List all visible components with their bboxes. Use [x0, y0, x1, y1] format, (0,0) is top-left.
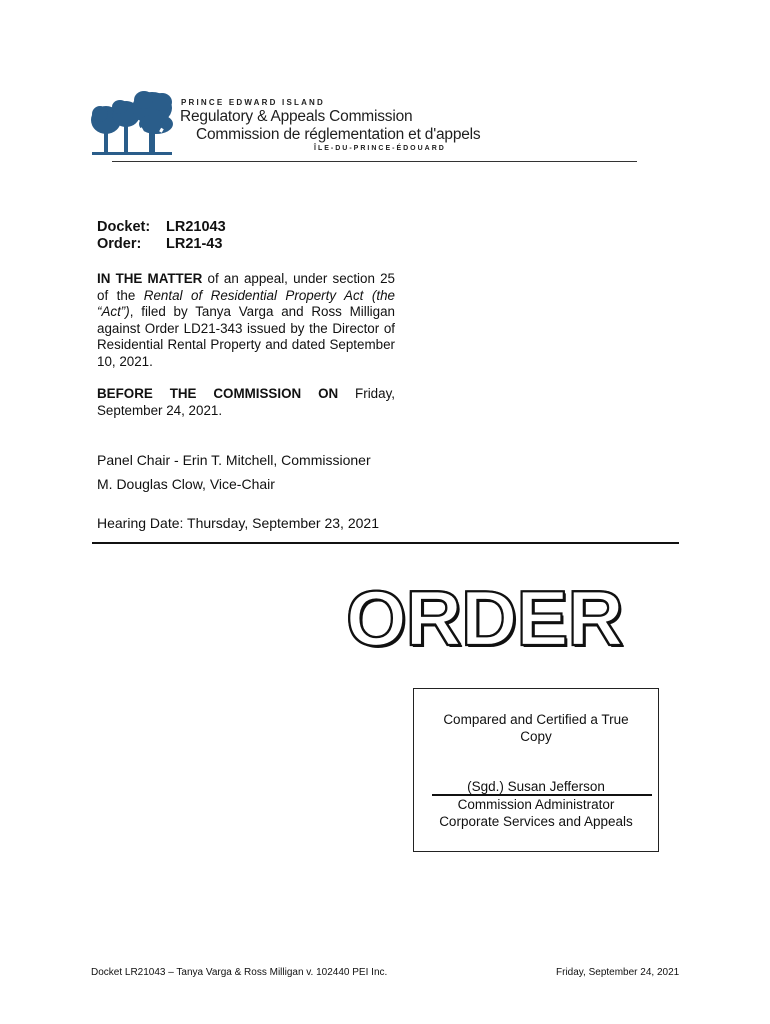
before-text: Friday, September 24, 2021.	[97, 386, 395, 418]
matter-text-1: of an appeal, under section 25 of the	[97, 271, 396, 303]
order-value: LR21-43	[166, 236, 223, 252]
letterhead-commission-en: Regulatory & Appeals Commission	[180, 108, 413, 125]
before-paragraph	[97, 386, 395, 419]
panel-chair: Panel Chair - Erin T. Mitchell, Commissioner	[97, 452, 371, 468]
letterhead-commission-fr: Commission de réglementation et d'appels	[196, 126, 481, 143]
letterhead-rule	[112, 161, 637, 162]
footer-date: Friday, September 24, 2021	[556, 967, 680, 978]
cert-signature: (Sgd.) Susan Jefferson	[467, 779, 605, 794]
matter-text-2: , filed by Tanya Varga and Ross Milligan against Order LD21-343 issued by the Director of Residential Rental Property and dated September 10, 2021.	[97, 304, 395, 369]
cert-title-line1: Compared and Certified a True	[443, 712, 629, 727]
cert-department: Corporate Services and Appeals	[439, 814, 633, 829]
footer-docket: Docket LR21043 – Tanya Varga & Ross Milligan v. 102440 PEI Inc.	[91, 967, 388, 978]
docket-label: Docket:	[97, 219, 151, 235]
docket-value: LR21043	[166, 219, 226, 235]
vice-chair: M. Douglas Clow, Vice-Chair	[97, 476, 275, 492]
letterhead-province-fr: ÎLE-DU-PRINCE-ÉDOUARD	[314, 145, 446, 152]
certification-box	[413, 688, 659, 852]
trees-logo-icon	[90, 90, 176, 156]
section-rule	[92, 542, 679, 544]
before-lead: BEFORE THE COMMISSION ON	[97, 386, 339, 401]
cert-admin-title: Commission Administrator	[457, 797, 615, 812]
act-name: Rental of Residential Property Act (the “Act”)	[97, 287, 395, 320]
order-label: Order:	[97, 236, 142, 252]
cert-title-line2: Copy	[520, 729, 552, 744]
matter-lead: IN THE MATTER	[97, 271, 203, 286]
letterhead-province: PRINCE EDWARD ISLAND	[181, 98, 326, 107]
matter-paragraph	[97, 271, 395, 371]
hearing-date: Hearing Date: Thursday, September 23, 2021	[97, 515, 379, 531]
order-heading: ORDER	[346, 574, 623, 662]
